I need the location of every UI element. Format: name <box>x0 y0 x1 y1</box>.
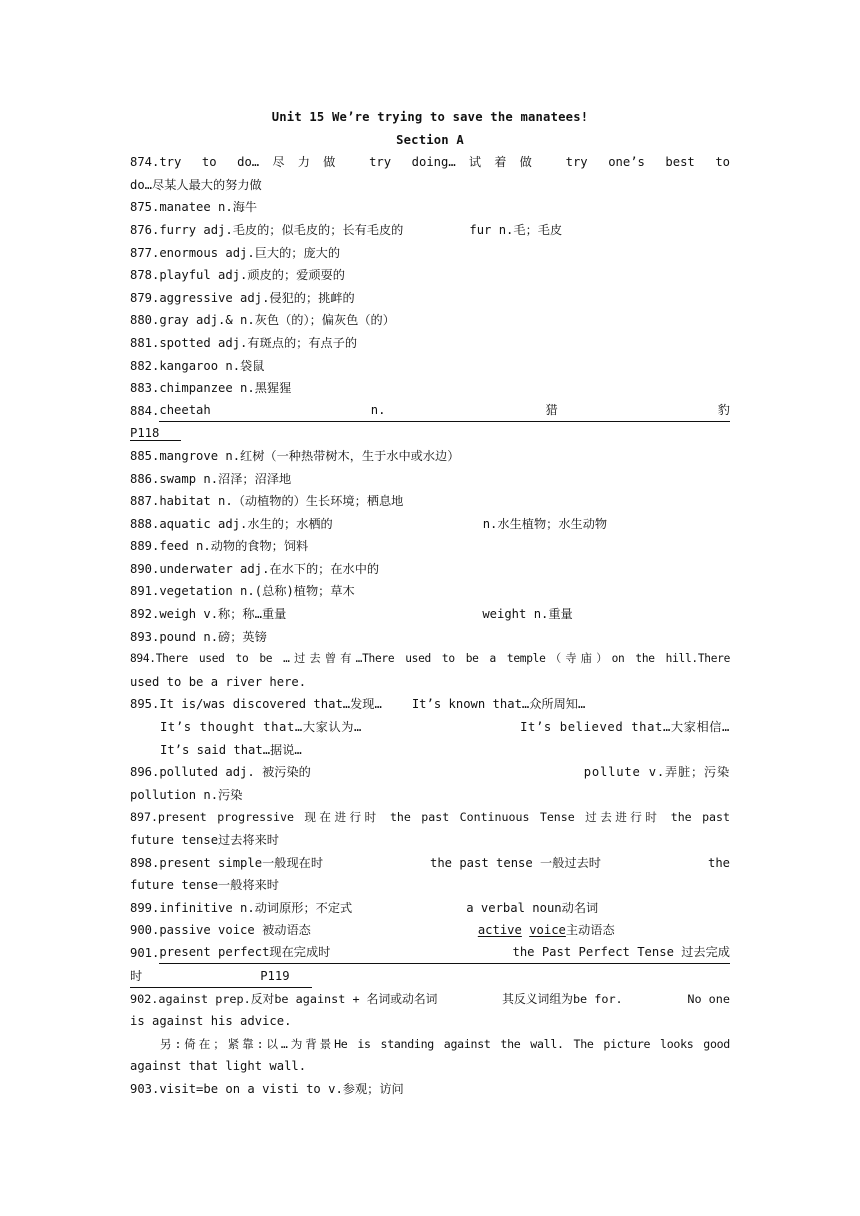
entry-899-verbal-noun: a verbal noun动名词 <box>466 900 599 915</box>
entry-888-noun: n.水生植物；水生动物 <box>482 516 608 531</box>
section-heading: Section A <box>396 132 464 147</box>
entry-901-past-perfect: the Past Perfect Tense 过去完成 <box>512 944 730 959</box>
entry-888-word: 888.aquatic adj.水生的；水栖的 <box>130 516 333 531</box>
entry-884-meaning-1: 猎 <box>545 402 558 417</box>
entry-902-antonym: 其反义词组为be for. <box>502 991 623 1006</box>
entry-903: 903.visit=be on a visti to v.参观；访问 <box>130 1081 404 1096</box>
entry-899-infinitive: 899.infinitive n.动词原形；不定式 <box>130 900 353 915</box>
entry-896-line2: pollution n.污染 <box>130 787 243 802</box>
entry-894-line1: 894.There used to be …过去曾有…There used to be a temple（寺庙）on the hill.There <box>130 652 730 666</box>
entry-876-related: fur n.毛；毛皮 <box>469 222 563 237</box>
entry-899 <box>130 897 730 920</box>
entry-890: 890.underwater adj.在水下的；在水中的 <box>130 561 380 576</box>
entry-884-number: 884. <box>130 403 160 418</box>
entry-901-line2 <box>130 965 730 988</box>
entry-900 <box>130 919 730 942</box>
entry-901-line2-underlined <box>130 966 312 988</box>
entry-898-past-tense: the past tense 一般过去时 <box>430 855 601 870</box>
entry-884 <box>130 400 730 423</box>
page-marker-p119: P119 <box>260 968 290 983</box>
entry-896-line1 <box>130 761 730 784</box>
entry-892-verb: 892.weigh v.称；称…重量 <box>130 607 287 622</box>
entry-895-line1 <box>130 693 730 716</box>
entry-895-thought: It’s thought that…大家认为… <box>160 720 362 735</box>
entry-883: 883.chimpanzee n.黑猩猩 <box>130 381 292 396</box>
entry-902-against: 902.against prep.反对be against + 名词或动名词 <box>130 991 438 1006</box>
entry-896-verb: pollute v.弄脏；污染 <box>583 765 730 780</box>
entry-892 <box>130 603 730 626</box>
entry-893: 893.pound n.磅；英镑 <box>130 629 267 644</box>
entry-885: 885.mangrove n.红树（一种热带树木，生于水中或水边） <box>130 448 460 463</box>
entry-894-line2: used to be a river here. <box>130 674 307 689</box>
entry-900-voice-word: voice <box>529 923 566 938</box>
entry-902-line3: 另:倚在；紧靠:以…为背景He is standing against the wall. The picture looks good <box>160 1036 730 1051</box>
entry-884-pos: n. <box>370 402 386 417</box>
entry-879: 879.aggressive adj.侵犯的；挑衅的 <box>130 290 355 305</box>
entry-886: 886.swamp n.沼泽；沼泽地 <box>130 471 292 486</box>
entry-901-continued: 时 <box>130 968 143 983</box>
page-marker-p118 <box>130 422 730 445</box>
entry-900-active-word: active <box>477 923 522 938</box>
entry-892-noun: weight n.重量 <box>482 607 573 622</box>
entry-889: 889.feed n.动物的食物；饲料 <box>130 539 309 554</box>
entry-874-line1: 874.try to do…尽力做 try doing…试着做 try one’s best to <box>130 155 730 170</box>
entry-884-meaning-2: 豹 <box>717 402 730 417</box>
entry-897-line2: future tense过去将来时 <box>130 833 279 847</box>
entry-902-line2: is against his advice. <box>130 1014 292 1029</box>
entry-901-number: 901. <box>130 945 160 960</box>
entry-895-discovered: 895.It is/was discovered that…发现… <box>130 697 382 712</box>
entry-901-underlined-text <box>159 942 730 964</box>
entry-876-word: 876.furry adj.毛皮的；似毛皮的；长有毛皮的 <box>130 222 404 237</box>
entry-877: 877.enormous adj.巨大的；庞大的 <box>130 245 341 260</box>
document-page <box>130 106 730 1101</box>
entry-884-word: cheetah <box>159 402 211 417</box>
entry-897-line1: 897.present progressive 现在进行时 the past Continuous Tense 过去进行时 the past <box>130 810 730 825</box>
entry-896-adjective: 896.polluted adj. 被污染的 <box>130 765 311 780</box>
entry-891: 891.vegetation n.(总称)植物；草木 <box>130 584 355 599</box>
unit-title: Unit 15 We’re trying to save the manatees! <box>271 110 589 124</box>
entry-898-line2: future tense一般将来时 <box>130 878 279 893</box>
entry-895-believed: It’s believed that…大家相信… <box>520 720 730 735</box>
entry-895-line3: It’s said that…据说… <box>160 742 302 757</box>
entry-887: 887.habitat n.（动植物的）生长环境；栖息地 <box>130 494 404 509</box>
entry-880: 880.gray adj.& n.灰色（的）；偏灰色（的） <box>130 313 395 328</box>
entry-884-underlined-definition <box>159 400 730 422</box>
entry-901-line1 <box>130 942 730 965</box>
entry-898-present-simple: 898.present simple一般现在时 <box>130 855 324 870</box>
entry-881: 881.spotted adj.有斑点的；有点子的 <box>130 335 358 350</box>
entry-898-the: the <box>707 855 730 870</box>
entry-900-active-meaning: 主动语态 <box>565 923 615 938</box>
page-marker-p118-label: P118 <box>130 426 181 441</box>
entry-882: 882.kangaroo n.袋鼠 <box>130 358 265 373</box>
entry-878: 878.playful adj.顽皮的；爱顽耍的 <box>130 268 345 283</box>
entry-874-line2: do…尽某人最大的努力做 <box>130 177 262 192</box>
entry-888 <box>130 513 730 536</box>
entry-876 <box>130 219 730 242</box>
entry-902-line1 <box>130 988 730 1011</box>
entry-901-present-perfect: present perfect现在完成时 <box>159 944 331 959</box>
entry-895-known: It’s known that…众所周知… <box>411 697 586 712</box>
entry-895-line2 <box>130 716 730 739</box>
entry-902-no-one: No one <box>687 991 730 1006</box>
entry-875: 875.manatee n.海牛 <box>130 200 258 215</box>
entry-898-line1 <box>130 852 730 875</box>
entry-900-passive: 900.passive voice 被动语态 <box>130 923 311 938</box>
entry-902-line4: against that light wall. <box>130 1059 307 1074</box>
